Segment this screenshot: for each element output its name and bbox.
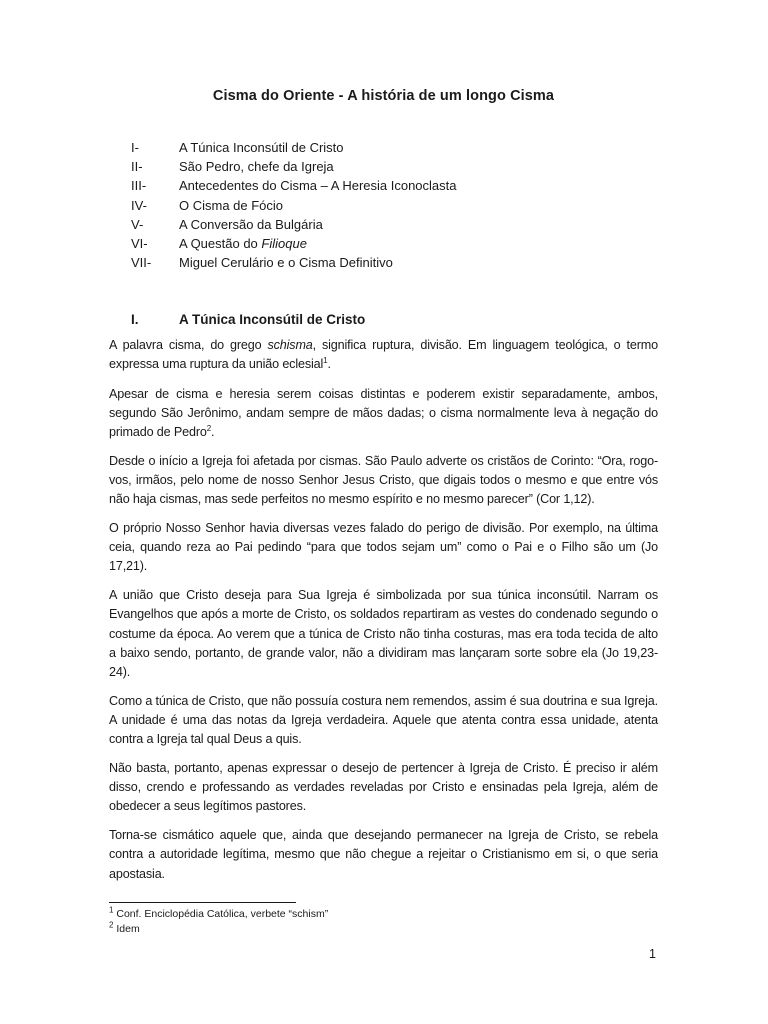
- footnote-ref: 1: [323, 356, 328, 366]
- paragraph: [109, 336, 658, 374]
- document-page: [109, 88, 658, 894]
- toc-number: VII-: [131, 255, 152, 271]
- toc-item: [131, 234, 658, 253]
- toc-text-italic: Filioque: [261, 235, 307, 251]
- section-heading: [131, 310, 658, 330]
- toc-text: A Conversão da Bulgária: [179, 216, 323, 232]
- footnote-mark: 1: [109, 905, 114, 915]
- paragraph: Como a túnica de Cristo, que não possuía costura nem remendos, assim é sua doutrina e sua Igreja. A unidade é uma das notas da Igreja verdadeira. Aquele que atenta contra essa unidade, atenta contra a Igreja tal qual Deus a quis.: [109, 693, 658, 746]
- paragraph: [109, 385, 658, 442]
- toc-item: [131, 157, 658, 176]
- section-title: A Túnica Inconsútil de Cristo: [179, 312, 366, 328]
- toc-item: [131, 176, 658, 195]
- toc-number: IV-: [131, 197, 147, 213]
- paragraph: Desde o início a Igreja foi afetada por cismas. São Paulo adverte os cristãos de Corinto: “Ora, rogo-vos, irmãos, pelo nome de nosso Senhor Jesus Cristo, que digais todos o mesmo e que entre vós não haja cismas, mas sede perfeitos no mesmo espírito e no mesmo parecer” (Cor 1,12).: [109, 453, 658, 506]
- toc-number: I-: [131, 140, 139, 155]
- toc-item: [131, 253, 658, 272]
- table-of-contents: [131, 138, 658, 272]
- paragraph: A união que Cristo deseja para Sua Igreja é simbolizada por sua túnica inconsútil. Narram os Evangelhos que após a morte de Cristo, os soldados repartiram as vestes do condenado segundo o costume da época. Ao verem que a túnica de Cristo não tinha costuras, mas era toda tecida de alto a baixo sendo, portanto, de grande valor, não a dividiram mas lançaram sorte sobre ela (Jo 19,23-24).: [109, 588, 658, 679]
- toc-text: Miguel Cerulário e o Cisma Definitivo: [179, 255, 393, 271]
- paragraph: O próprio Nosso Senhor havia diversas vezes falado do perigo de divisão. Por exemplo, na última ceia, quando reza ao Pai pedindo “para que todos sejam um” como o Pai e o Filho são um (Jo 17,21).: [109, 521, 658, 574]
- footnote-divider: [109, 902, 296, 903]
- toc-number: III-: [131, 178, 147, 194]
- toc-text: São Pedro, chefe da Igreja: [179, 159, 334, 175]
- paragraph-text: Apesar de cisma e heresia serem coisas distintas e poderem existir separadamente, ambos, segundo São Jerônimo, andam sempre de mãos dadas; o cisma normalmente leva à negação do primado de Pedro: [109, 386, 658, 439]
- toc-item: [131, 138, 658, 157]
- document-title: Cisma do Oriente - A história de um longo Cisma: [212, 88, 555, 104]
- paragraph-text: .: [211, 424, 215, 439]
- toc-number: VI-: [131, 235, 148, 251]
- footnote-mark: 2: [109, 920, 114, 930]
- footnote-ref: 2: [206, 423, 212, 433]
- toc-text: O Cisma de Fócio: [179, 197, 284, 213]
- paragraph-italic: schisma: [267, 338, 313, 353]
- toc-item: [131, 196, 658, 215]
- footnotes: [109, 907, 328, 937]
- toc-text: A Túnica Inconsútil de Cristo: [179, 140, 344, 155]
- paragraph-text: , significa ruptura, divisão. Em linguagem teológica, o termo expressa uma ruptura da união eclesial: [109, 338, 658, 372]
- footnote-text: Conf. Enciclopédia Católica, verbete “schism”: [113, 908, 329, 920]
- paragraph-text: A palavra cisma, do grego: [109, 338, 268, 353]
- page-number: 1: [649, 947, 656, 961]
- toc-number: II-: [131, 159, 143, 175]
- paragraph: Torna-se cismático aquele que, ainda que desejando permanecer na Igreja de Cristo, se rebela contra a autoridade legítima, mesmo que não chegue a rejeitar o Cristianismo em si, o que seria apostasia.: [109, 828, 658, 881]
- paragraph-text: .: [327, 357, 331, 372]
- toc-item: [131, 215, 658, 234]
- footnote: [109, 922, 328, 937]
- footnote-text: Idem: [113, 923, 140, 935]
- paragraph: Não basta, portanto, apenas expressar o desejo de pertencer à Igreja de Cristo. É preciso ir além disso, crendo e professando as verdades reveladas por Cristo e ensinadas pela Igreja, além de obedecer a seus legítimos pastores.: [109, 761, 658, 814]
- section-number: I.: [131, 312, 139, 328]
- footnote: [109, 907, 328, 922]
- toc-number: V-: [131, 216, 144, 232]
- toc-text: Antecedentes do Cisma – A Heresia Iconoclasta: [179, 178, 457, 194]
- toc-text: A Questão do: [179, 235, 262, 251]
